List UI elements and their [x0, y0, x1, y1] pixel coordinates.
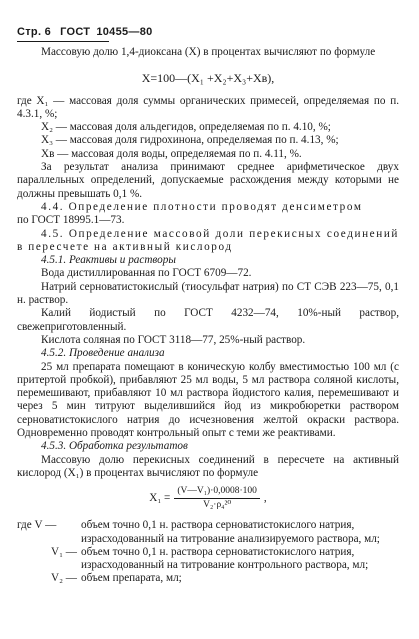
paragraph: За результат анализа принимают среднее арифметическое двух параллельных определений, допускаемые расхождения между которыми не должны превышать 0,1 %. [17, 161, 399, 200]
formula-fraction [174, 486, 260, 511]
paragraph: Массовую долю 1,4-диоксана (X) в процентах вычисляют по формуле [41, 46, 376, 58]
definition-symbol: где V — [17, 519, 57, 532]
standard-number: 10455—80 [96, 26, 153, 38]
paragraph: по ГОСТ 18995.1—73. [17, 214, 125, 227]
formula-dioxane: X=100—(X₁ +X₂+X₃+Xв), [141, 71, 275, 86]
definition-line: Xв — массовая доля воды, определяемая по п. 4.11, %. [41, 147, 302, 160]
paragraph: 25 мл препарата помещают в коническую колбу вместимостью 100 мл (с притертой пробкой), прибавляют 25 мл воды, 5 мл раствора соляной кислоты, перемешивают, прибавляют 10 мл раствора йодистого калия, перемешивают и через 5 мин титруют выделившийся йод из микробюретки раствором серноватистокислого натрия до исчезновения желтой окраски раствора. Одновременно проводят контрольный опыт с теми же реактивами. [17, 360, 399, 440]
formula-lhs: X₁ = [149, 492, 171, 505]
formula-numerator: (V—V₁)·0,0008·100 [174, 486, 260, 499]
paragraph: Кислота соляная по ГОСТ 3118—77, 25%-ный раствор. [41, 333, 306, 346]
subsection-heading [17, 347, 399, 360]
definition-line: X₃ — массовая доля гидрохинона, определяемая по п. 4.13, %; [41, 134, 339, 147]
definition-text: объем точно 0,1 н. раствора серноватистокислого натрия, израсходованный на титрование анализируемого раствора, мл; [81, 519, 380, 545]
section-heading: 4.4. Определение плотности проводят денсиметром [41, 200, 363, 213]
definition-text: объем точно 0,1 н. раствора серноватистокислого натрия, израсходованный на титрование контрольного раствора, мл; [81, 545, 369, 572]
page-number: Стр. 6 [17, 26, 52, 38]
page-header [17, 26, 153, 40]
definition-symbol: V₁ — [51, 545, 77, 558]
definition-row [17, 572, 399, 585]
definition-row [17, 519, 399, 546]
definition-row [17, 546, 399, 573]
definition-text: объем препарата, мл; [81, 572, 182, 585]
paragraph: Массовую долю перекисных соединений в пересчете на активный кислород (X₁) в процентах вычисляют по формуле [17, 453, 399, 479]
document-body [17, 46, 399, 586]
standard-label: ГОСТ [60, 26, 91, 38]
formula-denominator: V₂·ρ₄²⁰ [203, 500, 232, 511]
paragraph: Вода дистиллированная по ГОСТ 6709—72. [41, 267, 252, 280]
formula-end: , [263, 492, 267, 505]
subsection-title: 4.5.2. Проведение анализа [41, 347, 165, 360]
header-rule [17, 41, 109, 42]
variable-definitions [17, 519, 399, 585]
subsection-heading [17, 254, 399, 267]
paragraph: где X₁ — массовая доля суммы органических примесей, определяемая по п. 4.3.1, %; [17, 94, 399, 120]
subsection-title: 4.5.1. Реактивы и растворы [41, 254, 176, 267]
paragraph: Натрий серноватистокислый (тиосульфат натрия) по СТ СЭВ 223—75, 0,1 н. раствор. [17, 280, 399, 307]
definition-symbol: V₂ — [51, 572, 77, 585]
definition-line: X₂ — массовая доля альдегидов, определяемая по п. 4.10, %; [41, 121, 331, 134]
subsection-title: 4.5.3. Обработка результатов [41, 440, 188, 453]
section-heading: 4.5. Определение массовой доли перекисных соединений в пересчете на активный кислород [17, 227, 399, 253]
paragraph: Калий йодистый по ГОСТ 4232—74, 10%-ный раствор, свежеприготовленный. [17, 307, 399, 333]
subsection-heading [17, 440, 399, 453]
formula-peroxide [17, 486, 399, 511]
